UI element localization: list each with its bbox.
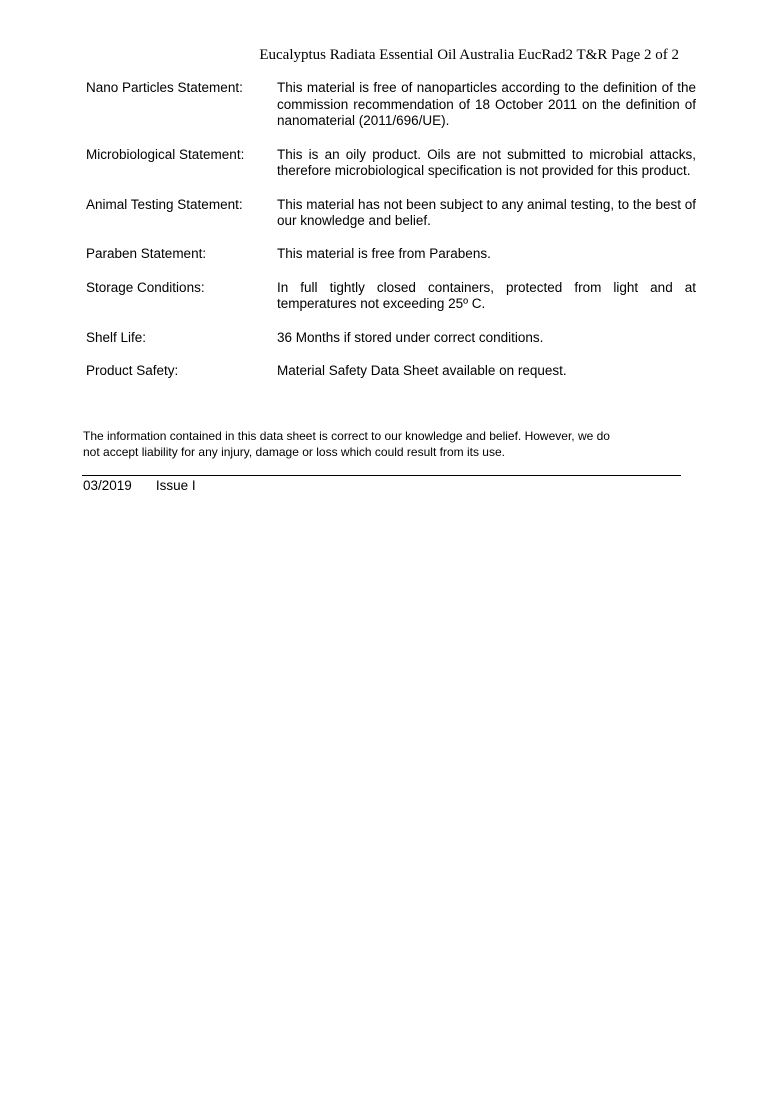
statement-row-product-safety <box>86 363 696 380</box>
statement-list <box>86 80 696 396</box>
statement-label: Product Safety: <box>86 362 179 378</box>
page-header: Eucalyptus Radiata Essential Oil Australia EucRad2 T&R Page 2 of 2 <box>259 47 679 63</box>
issue-date: 03/2019 <box>83 478 132 493</box>
statement-label: Nano Particles Statement: <box>86 80 243 95</box>
document-footer <box>83 477 196 494</box>
footer-divider <box>82 475 681 476</box>
statement-row-microbiological <box>86 147 696 180</box>
statement-value: This material is free of nanoparticles according to the definition of the commission recommendation of 18 October 2011 on the definition of nanomaterial (2011/696/UE). <box>277 80 696 129</box>
statement-row-paraben <box>86 246 696 263</box>
statement-label: Paraben Statement: <box>86 246 207 262</box>
statement-row-shelf-life <box>86 330 696 347</box>
statement-label: Shelf Life: <box>86 329 147 345</box>
statement-value: This material has not been subject to any animal testing, to the best of our knowledge and belief. <box>277 196 696 229</box>
statement-label: Storage Conditions: <box>86 279 205 295</box>
statement-value: This material is free from Parabens. <box>277 246 491 262</box>
statement-row-nano-particles <box>86 80 696 130</box>
disclaimer <box>83 428 683 460</box>
statement-value: Material Safety Data Sheet available on request. <box>277 362 567 378</box>
statement-label: Microbiological Statement: <box>86 146 245 162</box>
issue-number: Issue I <box>155 478 196 493</box>
statement-value: 36 Months if stored under correct conditions. <box>277 329 544 345</box>
statement-label: Animal Testing Statement: <box>86 196 243 212</box>
statement-value: This is an oily product. Oils are not submitted to microbial attacks, therefore microbiological specification is not provided for this product. <box>277 146 696 179</box>
statement-row-animal-testing <box>86 197 696 230</box>
statement-row-storage-conditions <box>86 280 696 313</box>
statement-value: In full tightly closed containers, protected from light and at temperatures not exceeding 25º C. <box>277 279 696 312</box>
disclaimer-line-1: The information contained in this data sheet is correct to our knowledge and belief. However, we do <box>83 429 610 443</box>
disclaimer-line-2: not accept liability for any injury, damage or loss which could result from its use. <box>83 445 505 459</box>
